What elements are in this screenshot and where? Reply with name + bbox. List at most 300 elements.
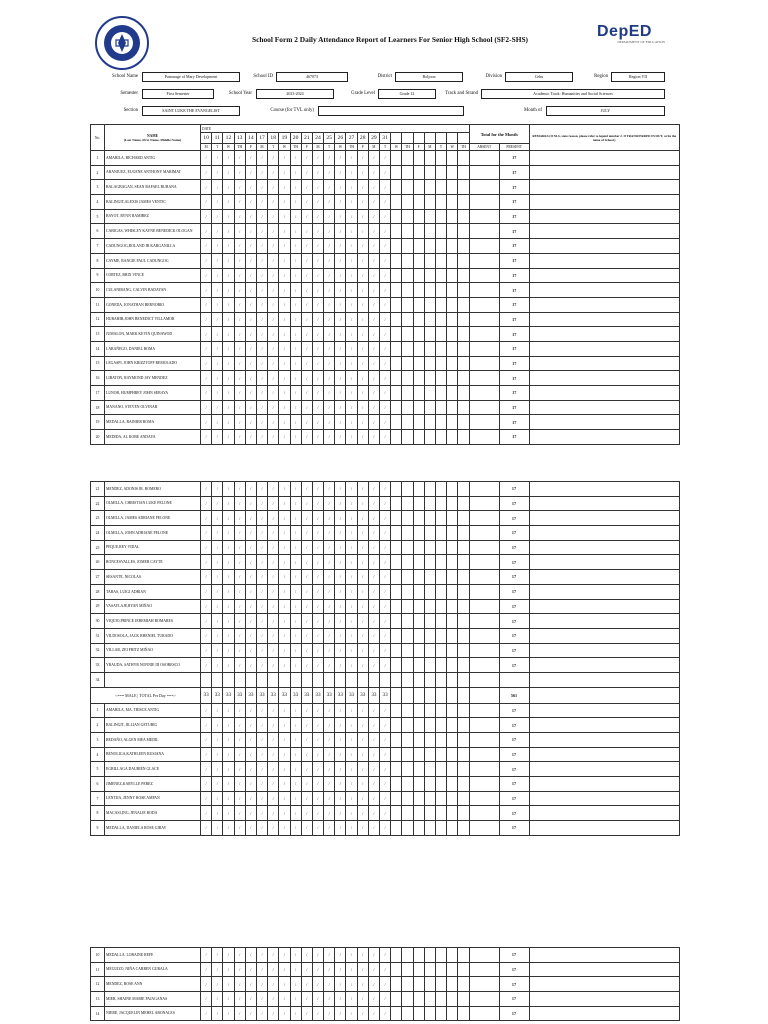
- attendance-cell[interactable]: [447, 224, 458, 239]
- attendance-cell[interactable]: /: [234, 496, 245, 511]
- attendance-cell[interactable]: /: [201, 386, 212, 401]
- attendance-cell[interactable]: /: [335, 400, 346, 415]
- attendance-cell[interactable]: /: [368, 195, 379, 210]
- attendance-cell[interactable]: [458, 962, 469, 977]
- remarks-cell[interactable]: [529, 777, 679, 792]
- attendance-cell[interactable]: [391, 526, 402, 541]
- attendance-cell[interactable]: /: [380, 239, 391, 254]
- attendance-cell[interactable]: /: [234, 658, 245, 673]
- attendance-cell[interactable]: /: [312, 747, 323, 762]
- attendance-cell[interactable]: /: [201, 356, 212, 371]
- attendance-cell[interactable]: /: [368, 643, 379, 658]
- attendance-cell[interactable]: /: [212, 733, 223, 748]
- attendance-cell[interactable]: [391, 992, 402, 1007]
- attendance-cell[interactable]: /: [268, 599, 279, 614]
- attendance-cell[interactable]: /: [368, 327, 379, 342]
- remarks-cell[interactable]: [529, 224, 679, 239]
- attendance-cell[interactable]: /: [312, 658, 323, 673]
- attendance-cell[interactable]: [391, 356, 402, 371]
- attendance-cell[interactable]: /: [312, 614, 323, 629]
- attendance-cell[interactable]: [424, 180, 435, 195]
- attendance-cell[interactable]: /: [234, 821, 245, 836]
- attendance-cell[interactable]: /: [212, 599, 223, 614]
- attendance-cell[interactable]: /: [234, 703, 245, 718]
- attendance-cell[interactable]: /: [223, 415, 234, 430]
- attendance-cell[interactable]: /: [268, 151, 279, 166]
- attendance-cell[interactable]: [413, 992, 424, 1007]
- attendance-cell[interactable]: [413, 747, 424, 762]
- attendance-cell[interactable]: [435, 386, 446, 401]
- attendance-cell[interactable]: /: [268, 733, 279, 748]
- attendance-cell[interactable]: [424, 777, 435, 792]
- attendance-cell[interactable]: [391, 555, 402, 570]
- attendance-cell[interactable]: /: [335, 224, 346, 239]
- attendance-cell[interactable]: /: [279, 948, 290, 963]
- learner-row[interactable]: [91, 540, 680, 555]
- attendance-cell[interactable]: /: [212, 992, 223, 1007]
- attendance-cell[interactable]: [435, 224, 446, 239]
- attendance-cell[interactable]: [424, 511, 435, 526]
- attendance-cell[interactable]: [435, 672, 446, 687]
- attendance-cell[interactable]: [391, 614, 402, 629]
- attendance-cell[interactable]: [402, 584, 413, 599]
- attendance-cell[interactable]: [234, 672, 245, 687]
- attendance-cell[interactable]: /: [368, 430, 379, 445]
- attendance-cell[interactable]: [458, 526, 469, 541]
- attendance-cell[interactable]: /: [290, 356, 301, 371]
- attendance-cell[interactable]: /: [368, 209, 379, 224]
- attendance-cell[interactable]: [402, 948, 413, 963]
- attendance-cell[interactable]: /: [223, 511, 234, 526]
- attendance-cell[interactable]: /: [346, 806, 357, 821]
- attendance-cell[interactable]: /: [279, 165, 290, 180]
- attendance-cell[interactable]: /: [256, 283, 267, 298]
- learner-row[interactable]: [91, 430, 680, 445]
- attendance-cell[interactable]: /: [279, 570, 290, 585]
- attendance-cell[interactable]: /: [290, 268, 301, 283]
- attendance-cell[interactable]: [402, 643, 413, 658]
- remarks-cell[interactable]: [529, 151, 679, 166]
- attendance-cell[interactable]: [447, 400, 458, 415]
- attendance-cell[interactable]: [458, 283, 469, 298]
- attendance-cell[interactable]: /: [335, 341, 346, 356]
- attendance-cell[interactable]: [424, 195, 435, 210]
- attendance-cell[interactable]: [458, 327, 469, 342]
- attendance-cell[interactable]: [458, 599, 469, 614]
- attendance-cell[interactable]: /: [245, 327, 256, 342]
- attendance-cell[interactable]: /: [368, 341, 379, 356]
- attendance-cell[interactable]: /: [312, 806, 323, 821]
- attendance-cell[interactable]: [391, 628, 402, 643]
- attendance-cell[interactable]: /: [335, 496, 346, 511]
- attendance-cell[interactable]: [447, 658, 458, 673]
- attendance-cell[interactable]: [447, 672, 458, 687]
- remarks-cell[interactable]: [529, 496, 679, 511]
- learner-row[interactable]: [91, 658, 680, 673]
- attendance-cell[interactable]: /: [324, 165, 335, 180]
- attendance-cell[interactable]: /: [312, 165, 323, 180]
- attendance-cell[interactable]: /: [324, 599, 335, 614]
- attendance-cell[interactable]: [413, 806, 424, 821]
- attendance-cell[interactable]: /: [279, 386, 290, 401]
- attendance-cell[interactable]: /: [234, 386, 245, 401]
- attendance-cell[interactable]: [424, 386, 435, 401]
- attendance-cell[interactable]: /: [368, 180, 379, 195]
- attendance-cell[interactable]: /: [279, 599, 290, 614]
- attendance-cell[interactable]: /: [368, 253, 379, 268]
- attendance-cell[interactable]: /: [324, 570, 335, 585]
- attendance-cell[interactable]: /: [201, 253, 212, 268]
- attendance-cell[interactable]: /: [346, 386, 357, 401]
- attendance-cell[interactable]: /: [245, 584, 256, 599]
- attendance-cell[interactable]: [435, 747, 446, 762]
- attendance-cell[interactable]: /: [201, 430, 212, 445]
- attendance-cell[interactable]: /: [201, 762, 212, 777]
- attendance-cell[interactable]: /: [324, 268, 335, 283]
- attendance-cell[interactable]: [447, 386, 458, 401]
- learner-row[interactable]: [91, 643, 680, 658]
- attendance-cell[interactable]: /: [234, 599, 245, 614]
- attendance-cell[interactable]: /: [234, 718, 245, 733]
- attendance-cell[interactable]: /: [201, 555, 212, 570]
- learner-row[interactable]: [91, 570, 680, 585]
- attendance-cell[interactable]: /: [357, 253, 368, 268]
- attendance-cell[interactable]: /: [256, 584, 267, 599]
- attendance-cell[interactable]: /: [268, 1006, 279, 1021]
- attendance-cell[interactable]: /: [201, 341, 212, 356]
- attendance-cell[interactable]: [413, 195, 424, 210]
- attendance-cell[interactable]: /: [368, 268, 379, 283]
- attendance-cell[interactable]: [447, 297, 458, 312]
- attendance-cell[interactable]: [402, 599, 413, 614]
- attendance-cell[interactable]: /: [212, 327, 223, 342]
- attendance-cell[interactable]: /: [380, 496, 391, 511]
- attendance-cell[interactable]: /: [368, 762, 379, 777]
- attendance-cell[interactable]: [424, 165, 435, 180]
- attendance-cell[interactable]: /: [268, 540, 279, 555]
- attendance-cell[interactable]: /: [324, 643, 335, 658]
- attendance-cell[interactable]: [435, 180, 446, 195]
- attendance-cell[interactable]: /: [346, 283, 357, 298]
- attendance-cell[interactable]: [458, 762, 469, 777]
- attendance-cell[interactable]: /: [312, 511, 323, 526]
- attendance-cell[interactable]: /: [301, 570, 312, 585]
- attendance-cell[interactable]: /: [324, 658, 335, 673]
- attendance-cell[interactable]: /: [312, 526, 323, 541]
- attendance-cell[interactable]: /: [368, 791, 379, 806]
- attendance-cell[interactable]: /: [234, 209, 245, 224]
- attendance-cell[interactable]: [391, 658, 402, 673]
- attendance-cell[interactable]: /: [245, 341, 256, 356]
- attendance-cell[interactable]: [413, 658, 424, 673]
- attendance-cell[interactable]: /: [301, 415, 312, 430]
- attendance-cell[interactable]: /: [312, 962, 323, 977]
- attendance-cell[interactable]: /: [290, 992, 301, 1007]
- attendance-cell[interactable]: /: [346, 239, 357, 254]
- learner-row[interactable]: [91, 180, 680, 195]
- attendance-cell[interactable]: /: [212, 1006, 223, 1021]
- attendance-cell[interactable]: /: [368, 482, 379, 497]
- attendance-cell[interactable]: [402, 747, 413, 762]
- attendance-cell[interactable]: /: [324, 526, 335, 541]
- attendance-cell[interactable]: /: [368, 540, 379, 555]
- attendance-cell[interactable]: /: [201, 703, 212, 718]
- attendance-cell[interactable]: /: [268, 253, 279, 268]
- attendance-cell[interactable]: /: [279, 496, 290, 511]
- attendance-cell[interactable]: [391, 371, 402, 386]
- attendance-cell[interactable]: /: [201, 180, 212, 195]
- attendance-cell[interactable]: /: [290, 239, 301, 254]
- attendance-cell[interactable]: [435, 733, 446, 748]
- attendance-cell[interactable]: /: [380, 526, 391, 541]
- attendance-cell[interactable]: /: [256, 806, 267, 821]
- attendance-cell[interactable]: /: [357, 283, 368, 298]
- attendance-cell[interactable]: /: [245, 224, 256, 239]
- attendance-cell[interactable]: /: [346, 962, 357, 977]
- attendance-cell[interactable]: /: [335, 777, 346, 792]
- learner-row[interactable]: [91, 327, 680, 342]
- attendance-cell[interactable]: [458, 386, 469, 401]
- learner-row[interactable]: [91, 400, 680, 415]
- attendance-cell[interactable]: [458, 356, 469, 371]
- attendance-cell[interactable]: /: [312, 482, 323, 497]
- learner-row[interactable]: [91, 253, 680, 268]
- attendance-cell[interactable]: /: [223, 526, 234, 541]
- attendance-cell[interactable]: /: [223, 599, 234, 614]
- attendance-cell[interactable]: /: [279, 180, 290, 195]
- learner-row[interactable]: [91, 341, 680, 356]
- attendance-cell[interactable]: [402, 511, 413, 526]
- attendance-cell[interactable]: /: [245, 430, 256, 445]
- attendance-cell[interactable]: /: [245, 643, 256, 658]
- attendance-cell[interactable]: /: [245, 962, 256, 977]
- attendance-cell[interactable]: /: [223, 718, 234, 733]
- attendance-cell[interactable]: /: [223, 482, 234, 497]
- attendance-cell[interactable]: /: [357, 224, 368, 239]
- attendance-cell[interactable]: [413, 791, 424, 806]
- attendance-cell[interactable]: /: [368, 371, 379, 386]
- attendance-cell[interactable]: /: [357, 821, 368, 836]
- attendance-cell[interactable]: /: [256, 341, 267, 356]
- attendance-cell[interactable]: /: [212, 821, 223, 836]
- attendance-cell[interactable]: /: [335, 386, 346, 401]
- attendance-cell[interactable]: /: [245, 628, 256, 643]
- attendance-cell[interactable]: /: [312, 415, 323, 430]
- attendance-cell[interactable]: /: [312, 341, 323, 356]
- attendance-cell[interactable]: /: [290, 526, 301, 541]
- attendance-cell[interactable]: /: [223, 312, 234, 327]
- attendance-cell[interactable]: /: [335, 977, 346, 992]
- attendance-cell[interactable]: [447, 599, 458, 614]
- attendance-cell[interactable]: /: [234, 614, 245, 629]
- attendance-cell[interactable]: [391, 747, 402, 762]
- attendance-cell[interactable]: /: [290, 643, 301, 658]
- attendance-cell[interactable]: [391, 327, 402, 342]
- attendance-cell[interactable]: /: [279, 1006, 290, 1021]
- attendance-cell[interactable]: /: [268, 224, 279, 239]
- attendance-cell[interactable]: /: [301, 540, 312, 555]
- attendance-cell[interactable]: /: [301, 268, 312, 283]
- attendance-cell[interactable]: /: [380, 658, 391, 673]
- attendance-cell[interactable]: [424, 312, 435, 327]
- attendance-cell[interactable]: /: [234, 371, 245, 386]
- attendance-cell[interactable]: /: [301, 599, 312, 614]
- attendance-cell[interactable]: /: [245, 386, 256, 401]
- attendance-cell[interactable]: /: [268, 400, 279, 415]
- attendance-cell[interactable]: /: [312, 371, 323, 386]
- attendance-cell[interactable]: [447, 268, 458, 283]
- remarks-cell[interactable]: [529, 762, 679, 777]
- attendance-cell[interactable]: /: [245, 777, 256, 792]
- attendance-cell[interactable]: /: [324, 239, 335, 254]
- attendance-cell[interactable]: /: [324, 540, 335, 555]
- attendance-cell[interactable]: /: [301, 992, 312, 1007]
- remarks-cell[interactable]: [529, 570, 679, 585]
- attendance-cell[interactable]: /: [212, 658, 223, 673]
- attendance-cell[interactable]: [424, 540, 435, 555]
- attendance-cell[interactable]: /: [312, 628, 323, 643]
- attendance-cell[interactable]: /: [301, 977, 312, 992]
- attendance-cell[interactable]: [447, 253, 458, 268]
- attendance-cell[interactable]: [424, 733, 435, 748]
- attendance-cell[interactable]: [413, 482, 424, 497]
- attendance-cell[interactable]: /: [290, 628, 301, 643]
- remarks-cell[interactable]: [529, 718, 679, 733]
- attendance-cell[interactable]: [402, 570, 413, 585]
- attendance-cell[interactable]: /: [380, 1006, 391, 1021]
- attendance-cell[interactable]: [402, 791, 413, 806]
- attendance-cell[interactable]: /: [279, 511, 290, 526]
- attendance-cell[interactable]: [447, 614, 458, 629]
- attendance-cell[interactable]: /: [324, 430, 335, 445]
- attendance-cell[interactable]: /: [256, 297, 267, 312]
- attendance-cell[interactable]: /: [201, 599, 212, 614]
- attendance-cell[interactable]: [424, 430, 435, 445]
- remarks-cell[interactable]: [529, 628, 679, 643]
- attendance-cell[interactable]: /: [335, 356, 346, 371]
- learner-row[interactable]: [91, 482, 680, 497]
- attendance-cell[interactable]: /: [256, 386, 267, 401]
- attendance-cell[interactable]: [458, 948, 469, 963]
- attendance-cell[interactable]: [391, 948, 402, 963]
- attendance-cell[interactable]: [402, 496, 413, 511]
- attendance-cell[interactable]: /: [380, 430, 391, 445]
- learner-row[interactable]: [91, 806, 680, 821]
- attendance-cell[interactable]: [391, 386, 402, 401]
- attendance-cell[interactable]: [458, 806, 469, 821]
- attendance-cell[interactable]: /: [312, 400, 323, 415]
- attendance-cell[interactable]: [402, 356, 413, 371]
- attendance-cell[interactable]: /: [256, 511, 267, 526]
- attendance-cell[interactable]: /: [245, 268, 256, 283]
- attendance-cell[interactable]: /: [279, 718, 290, 733]
- attendance-cell[interactable]: /: [290, 224, 301, 239]
- attendance-cell[interactable]: [413, 584, 424, 599]
- attendance-cell[interactable]: /: [312, 268, 323, 283]
- attendance-cell[interactable]: /: [245, 948, 256, 963]
- attendance-cell[interactable]: /: [301, 584, 312, 599]
- learner-row[interactable]: [91, 584, 680, 599]
- attendance-cell[interactable]: /: [201, 526, 212, 541]
- attendance-cell[interactable]: /: [245, 253, 256, 268]
- attendance-cell[interactable]: /: [301, 430, 312, 445]
- attendance-cell[interactable]: [458, 209, 469, 224]
- attendance-cell[interactable]: /: [368, 821, 379, 836]
- attendance-cell[interactable]: /: [223, 195, 234, 210]
- attendance-cell[interactable]: [447, 977, 458, 992]
- remarks-cell[interactable]: [529, 209, 679, 224]
- attendance-cell[interactable]: /: [324, 297, 335, 312]
- attendance-cell[interactable]: /: [346, 496, 357, 511]
- attendance-cell[interactable]: [424, 821, 435, 836]
- attendance-cell[interactable]: /: [357, 703, 368, 718]
- attendance-cell[interactable]: [402, 1006, 413, 1021]
- attendance-cell[interactable]: /: [324, 821, 335, 836]
- attendance-cell[interactable]: /: [335, 180, 346, 195]
- attendance-cell[interactable]: /: [212, 224, 223, 239]
- attendance-cell[interactable]: /: [279, 962, 290, 977]
- attendance-cell[interactable]: /: [357, 777, 368, 792]
- attendance-cell[interactable]: /: [245, 312, 256, 327]
- attendance-cell[interactable]: [402, 962, 413, 977]
- attendance-cell[interactable]: [458, 482, 469, 497]
- attendance-cell[interactable]: /: [201, 806, 212, 821]
- attendance-cell[interactable]: [458, 733, 469, 748]
- attendance-cell[interactable]: /: [324, 327, 335, 342]
- attendance-cell[interactable]: [402, 151, 413, 166]
- attendance-cell[interactable]: /: [301, 283, 312, 298]
- attendance-cell[interactable]: /: [201, 718, 212, 733]
- attendance-cell[interactable]: [413, 948, 424, 963]
- attendance-cell[interactable]: /: [324, 356, 335, 371]
- learner-row[interactable]: [91, 962, 680, 977]
- attendance-cell[interactable]: [447, 239, 458, 254]
- attendance-cell[interactable]: /: [346, 151, 357, 166]
- learner-row[interactable]: [91, 209, 680, 224]
- attendance-cell[interactable]: /: [357, 791, 368, 806]
- attendance-cell[interactable]: /: [290, 762, 301, 777]
- attendance-cell[interactable]: /: [201, 224, 212, 239]
- attendance-cell[interactable]: /: [346, 430, 357, 445]
- attendance-cell[interactable]: [458, 658, 469, 673]
- attendance-cell[interactable]: /: [357, 526, 368, 541]
- attendance-cell[interactable]: /: [201, 283, 212, 298]
- attendance-cell[interactable]: [402, 806, 413, 821]
- attendance-cell[interactable]: /: [256, 165, 267, 180]
- attendance-cell[interactable]: /: [245, 599, 256, 614]
- attendance-cell[interactable]: /: [380, 209, 391, 224]
- attendance-cell[interactable]: [447, 733, 458, 748]
- attendance-cell[interactable]: /: [234, 962, 245, 977]
- attendance-cell[interactable]: /: [346, 341, 357, 356]
- attendance-cell[interactable]: /: [201, 584, 212, 599]
- remarks-cell[interactable]: [529, 555, 679, 570]
- attendance-cell[interactable]: /: [256, 747, 267, 762]
- attendance-cell[interactable]: /: [312, 718, 323, 733]
- attendance-cell[interactable]: [447, 555, 458, 570]
- attendance-cell[interactable]: /: [279, 555, 290, 570]
- attendance-cell[interactable]: [413, 356, 424, 371]
- attendance-cell[interactable]: /: [201, 628, 212, 643]
- attendance-cell[interactable]: [435, 283, 446, 298]
- attendance-cell[interactable]: /: [380, 977, 391, 992]
- attendance-cell[interactable]: [424, 526, 435, 541]
- attendance-cell[interactable]: [435, 327, 446, 342]
- attendance-cell[interactable]: [435, 584, 446, 599]
- attendance-cell[interactable]: [413, 239, 424, 254]
- attendance-cell[interactable]: /: [324, 791, 335, 806]
- attendance-cell[interactable]: /: [245, 511, 256, 526]
